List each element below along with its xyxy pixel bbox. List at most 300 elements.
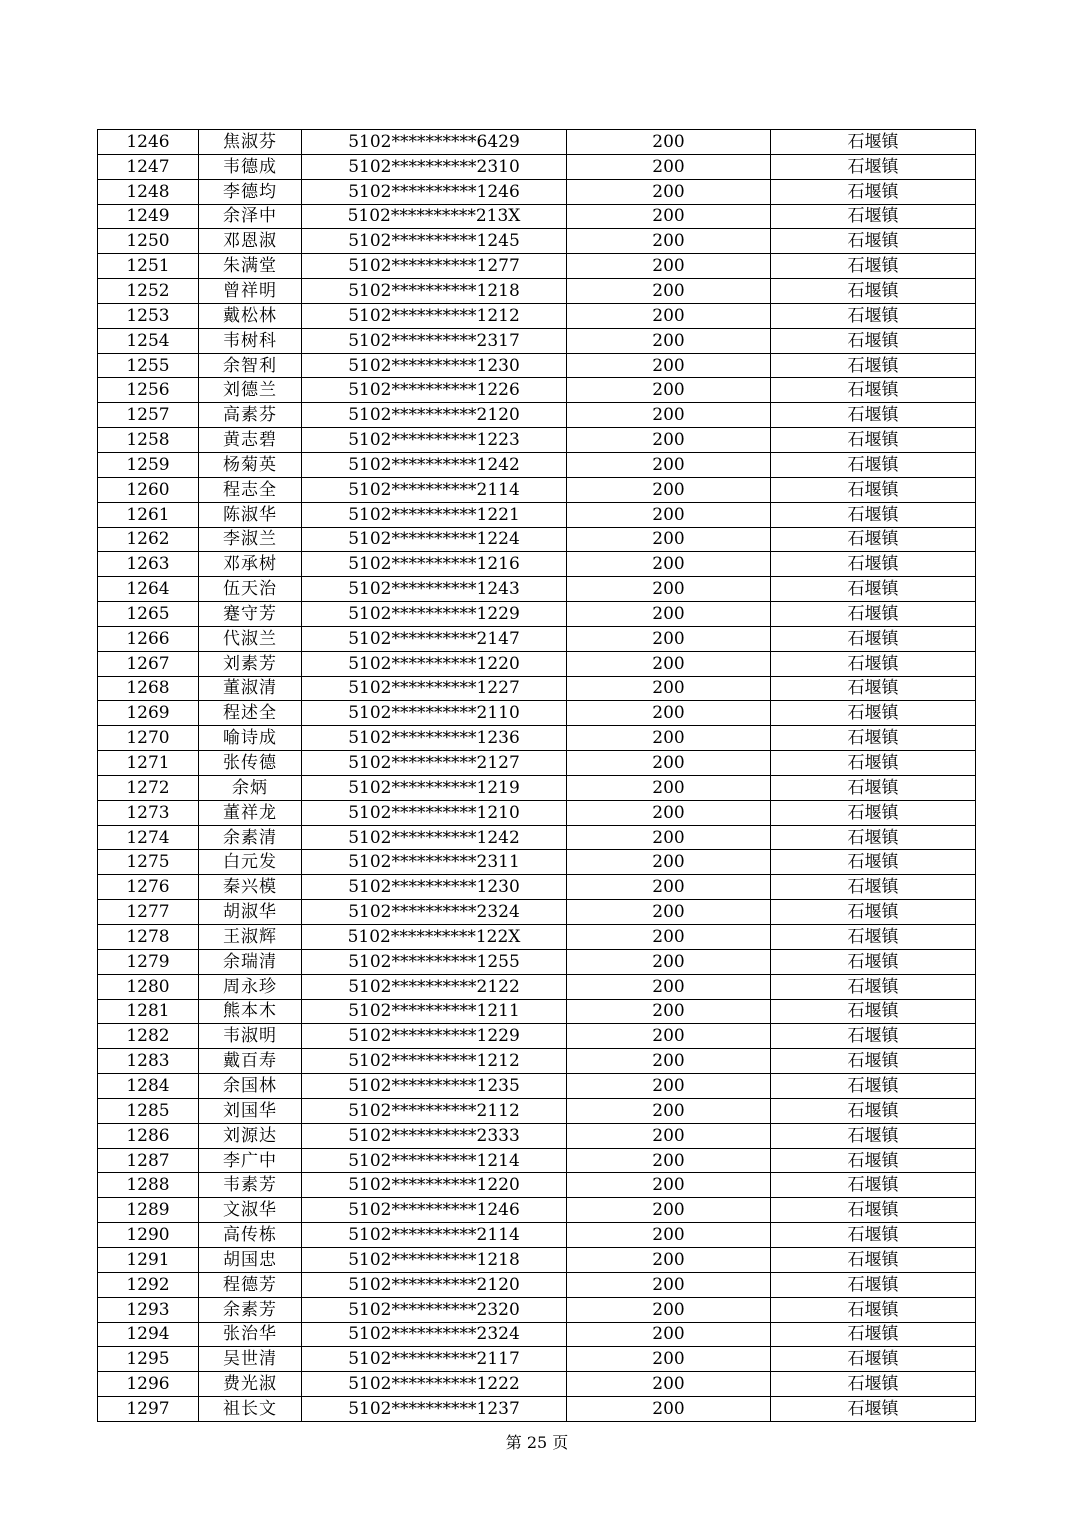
cell-amount: 200	[567, 552, 771, 577]
cell-amount: 200	[567, 1322, 771, 1347]
cell-number: 1272	[98, 775, 199, 800]
cell-id-number: 5102**********1216	[302, 552, 567, 577]
cell-town: 石堰镇	[771, 1297, 976, 1322]
cell-id-number: 5102**********1223	[302, 428, 567, 453]
cell-id-number: 5102**********2120	[302, 1272, 567, 1297]
table-row	[98, 1198, 976, 1223]
table-row	[98, 775, 976, 800]
table-row	[98, 1074, 976, 1099]
cell-town: 石堰镇	[771, 1397, 976, 1422]
cell-amount: 200	[567, 825, 771, 850]
cell-town: 石堰镇	[771, 602, 976, 627]
table-row	[98, 825, 976, 850]
table-row	[98, 1123, 976, 1148]
cell-amount: 200	[567, 651, 771, 676]
cell-number: 1278	[98, 925, 199, 950]
cell-id-number: 5102**********2311	[302, 850, 567, 875]
cell-number: 1254	[98, 328, 199, 353]
table-row	[98, 974, 976, 999]
cell-amount: 200	[567, 130, 771, 155]
cell-id-number: 5102**********1222	[302, 1372, 567, 1397]
table-row	[98, 1247, 976, 1272]
cell-name: 胡淑华	[199, 900, 302, 925]
table-row	[98, 552, 976, 577]
cell-number: 1281	[98, 999, 199, 1024]
cell-town: 石堰镇	[771, 751, 976, 776]
cell-id-number: 5102**********1212	[302, 303, 567, 328]
cell-town: 石堰镇	[771, 552, 976, 577]
cell-number: 1279	[98, 949, 199, 974]
cell-id-number: 5102**********2114	[302, 477, 567, 502]
cell-name: 陈淑华	[199, 502, 302, 527]
cell-number: 1247	[98, 154, 199, 179]
cell-number: 1277	[98, 900, 199, 925]
cell-amount: 200	[567, 378, 771, 403]
cell-town: 石堰镇	[771, 1098, 976, 1123]
cell-name: 程志全	[199, 477, 302, 502]
cell-town: 石堰镇	[771, 179, 976, 204]
cell-number: 1290	[98, 1223, 199, 1248]
cell-town: 石堰镇	[771, 1198, 976, 1223]
cell-town: 石堰镇	[771, 775, 976, 800]
cell-name: 张治华	[199, 1322, 302, 1347]
cell-id-number: 5102**********1218	[302, 1247, 567, 1272]
cell-number: 1269	[98, 701, 199, 726]
cell-name: 王淑辉	[199, 925, 302, 950]
cell-number: 1257	[98, 403, 199, 428]
cell-town: 石堰镇	[771, 900, 976, 925]
cell-amount: 200	[567, 676, 771, 701]
cell-id-number: 5102**********2324	[302, 900, 567, 925]
table-row	[98, 1223, 976, 1248]
cell-id-number: 5102**********1230	[302, 875, 567, 900]
cell-amount: 200	[567, 1198, 771, 1223]
cell-town: 石堰镇	[771, 279, 976, 304]
cell-amount: 200	[567, 502, 771, 527]
cell-id-number: 5102**********2112	[302, 1098, 567, 1123]
cell-id-number: 5102**********2110	[302, 701, 567, 726]
cell-number: 1246	[98, 130, 199, 155]
cell-amount: 200	[567, 974, 771, 999]
cell-id-number: 5102**********122X	[302, 925, 567, 950]
cell-name: 费光淑	[199, 1372, 302, 1397]
cell-id-number: 5102**********1246	[302, 1198, 567, 1223]
cell-name: 黄志碧	[199, 428, 302, 453]
cell-name: 蹇守芳	[199, 602, 302, 627]
cell-number: 1264	[98, 577, 199, 602]
table-row	[98, 602, 976, 627]
cell-town: 石堰镇	[771, 1173, 976, 1198]
cell-number: 1251	[98, 254, 199, 279]
cell-amount: 200	[567, 1397, 771, 1422]
cell-id-number: 5102**********1212	[302, 1049, 567, 1074]
cell-number: 1262	[98, 527, 199, 552]
cell-amount: 200	[567, 949, 771, 974]
table-row	[98, 502, 976, 527]
cell-name: 李德均	[199, 179, 302, 204]
cell-name: 刘国华	[199, 1098, 302, 1123]
cell-amount: 200	[567, 900, 771, 925]
cell-amount: 200	[567, 1049, 771, 1074]
table-row	[98, 229, 976, 254]
cell-id-number: 5102**********1220	[302, 1173, 567, 1198]
cell-id-number: 5102**********1245	[302, 229, 567, 254]
table-row	[98, 651, 976, 676]
cell-id-number: 5102**********2122	[302, 974, 567, 999]
cell-town: 石堰镇	[771, 378, 976, 403]
cell-town: 石堰镇	[771, 1372, 976, 1397]
cell-amount: 200	[567, 1074, 771, 1099]
table-row	[98, 626, 976, 651]
cell-id-number: 5102**********1246	[302, 179, 567, 204]
cell-name: 程述全	[199, 701, 302, 726]
cell-amount: 200	[567, 1297, 771, 1322]
cell-number: 1289	[98, 1198, 199, 1223]
cell-name: 韦素芳	[199, 1173, 302, 1198]
cell-amount: 200	[567, 1098, 771, 1123]
table-row	[98, 353, 976, 378]
cell-number: 1274	[98, 825, 199, 850]
cell-id-number: 5102**********1277	[302, 254, 567, 279]
cell-id-number: 5102**********6429	[302, 130, 567, 155]
table-row	[98, 900, 976, 925]
cell-number: 1286	[98, 1123, 199, 1148]
cell-amount: 200	[567, 254, 771, 279]
cell-amount: 200	[567, 303, 771, 328]
cell-amount: 200	[567, 726, 771, 751]
cell-number: 1282	[98, 1024, 199, 1049]
cell-town: 石堰镇	[771, 328, 976, 353]
cell-number: 1249	[98, 204, 199, 229]
cell-name: 文淑华	[199, 1198, 302, 1223]
cell-id-number: 5102**********1230	[302, 353, 567, 378]
cell-amount: 200	[567, 701, 771, 726]
cell-name: 董淑清	[199, 676, 302, 701]
cell-amount: 200	[567, 1123, 771, 1148]
page-label-prefix: 第	[505, 1433, 522, 1452]
cell-name: 祖长文	[199, 1397, 302, 1422]
cell-number: 1252	[98, 279, 199, 304]
table-row	[98, 428, 976, 453]
cell-id-number: 5102**********2333	[302, 1123, 567, 1148]
page-footer	[0, 1430, 1074, 1453]
cell-number: 1248	[98, 179, 199, 204]
cell-amount: 200	[567, 800, 771, 825]
cell-amount: 200	[567, 1223, 771, 1248]
cell-name: 胡国忠	[199, 1247, 302, 1272]
cell-name: 李淑兰	[199, 527, 302, 552]
cell-number: 1285	[98, 1098, 199, 1123]
table-row	[98, 154, 976, 179]
cell-town: 石堰镇	[771, 577, 976, 602]
cell-number: 1265	[98, 602, 199, 627]
table-row	[98, 949, 976, 974]
cell-id-number: 5102**********1214	[302, 1148, 567, 1173]
page-label-suffix: 页	[552, 1433, 569, 1452]
cell-id-number: 5102**********1237	[302, 1397, 567, 1422]
table-row	[98, 130, 976, 155]
cell-name: 戴松林	[199, 303, 302, 328]
cell-town: 石堰镇	[771, 949, 976, 974]
cell-name: 韦淑明	[199, 1024, 302, 1049]
table-row	[98, 204, 976, 229]
cell-number: 1283	[98, 1049, 199, 1074]
table-row	[98, 875, 976, 900]
cell-town: 石堰镇	[771, 303, 976, 328]
cell-id-number: 5102**********1226	[302, 378, 567, 403]
cell-name: 伍天治	[199, 577, 302, 602]
cell-town: 石堰镇	[771, 1347, 976, 1372]
cell-amount: 200	[567, 179, 771, 204]
table-row	[98, 1272, 976, 1297]
cell-amount: 200	[567, 602, 771, 627]
cell-amount: 200	[567, 1024, 771, 1049]
cell-amount: 200	[567, 1247, 771, 1272]
cell-number: 1266	[98, 626, 199, 651]
cell-town: 石堰镇	[771, 726, 976, 751]
cell-id-number: 5102**********1227	[302, 676, 567, 701]
table-row	[98, 1372, 976, 1397]
cell-amount: 200	[567, 428, 771, 453]
cell-town: 石堰镇	[771, 1247, 976, 1272]
cell-name: 高传栋	[199, 1223, 302, 1248]
cell-town: 石堰镇	[771, 1223, 976, 1248]
cell-amount: 200	[567, 775, 771, 800]
cell-id-number: 5102**********2114	[302, 1223, 567, 1248]
table-row	[98, 1024, 976, 1049]
cell-id-number: 5102**********2127	[302, 751, 567, 776]
cell-id-number: 5102**********2117	[302, 1347, 567, 1372]
cell-name: 余素芳	[199, 1297, 302, 1322]
cell-number: 1267	[98, 651, 199, 676]
cell-id-number: 5102**********2120	[302, 403, 567, 428]
cell-town: 石堰镇	[771, 254, 976, 279]
table-row	[98, 378, 976, 403]
cell-id-number: 5102**********1229	[302, 602, 567, 627]
cell-town: 石堰镇	[771, 1123, 976, 1148]
cell-name: 朱满堂	[199, 254, 302, 279]
table-row	[98, 527, 976, 552]
table-row	[98, 303, 976, 328]
cell-number: 1263	[98, 552, 199, 577]
cell-number: 1291	[98, 1247, 199, 1272]
cell-id-number: 5102**********1219	[302, 775, 567, 800]
cell-amount: 200	[567, 527, 771, 552]
cell-amount: 200	[567, 1272, 771, 1297]
cell-name: 白元发	[199, 850, 302, 875]
cell-amount: 200	[567, 403, 771, 428]
table-row	[98, 1322, 976, 1347]
table-row	[98, 1049, 976, 1074]
cell-amount: 200	[567, 626, 771, 651]
cell-town: 石堰镇	[771, 825, 976, 850]
cell-name: 邓恩淑	[199, 229, 302, 254]
cell-town: 石堰镇	[771, 527, 976, 552]
cell-id-number: 5102**********2324	[302, 1322, 567, 1347]
cell-number: 1256	[98, 378, 199, 403]
cell-amount: 200	[567, 999, 771, 1024]
cell-name: 喻诗成	[199, 726, 302, 751]
cell-name: 余素清	[199, 825, 302, 850]
cell-number: 1271	[98, 751, 199, 776]
cell-number: 1288	[98, 1173, 199, 1198]
cell-town: 石堰镇	[771, 130, 976, 155]
cell-town: 石堰镇	[771, 452, 976, 477]
cell-name: 邓承树	[199, 552, 302, 577]
cell-amount: 200	[567, 1372, 771, 1397]
table-row	[98, 279, 976, 304]
cell-name: 戴百寿	[199, 1049, 302, 1074]
cell-name: 秦兴模	[199, 875, 302, 900]
cell-number: 1261	[98, 502, 199, 527]
data-table	[97, 129, 976, 1422]
cell-id-number: 5102**********1243	[302, 577, 567, 602]
cell-town: 石堰镇	[771, 676, 976, 701]
cell-town: 石堰镇	[771, 974, 976, 999]
cell-town: 石堰镇	[771, 403, 976, 428]
table-row	[98, 676, 976, 701]
cell-number: 1268	[98, 676, 199, 701]
cell-id-number: 5102**********1211	[302, 999, 567, 1024]
cell-amount: 200	[567, 279, 771, 304]
cell-amount: 200	[567, 477, 771, 502]
cell-id-number: 5102**********1236	[302, 726, 567, 751]
cell-amount: 200	[567, 1173, 771, 1198]
cell-id-number: 5102**********2147	[302, 626, 567, 651]
cell-number: 1259	[98, 452, 199, 477]
cell-id-number: 5102**********1255	[302, 949, 567, 974]
cell-number: 1270	[98, 726, 199, 751]
cell-amount: 200	[567, 229, 771, 254]
cell-amount: 200	[567, 353, 771, 378]
table-row	[98, 726, 976, 751]
table-row	[98, 477, 976, 502]
cell-number: 1296	[98, 1372, 199, 1397]
cell-id-number: 5102**********2320	[302, 1297, 567, 1322]
cell-name: 李广中	[199, 1148, 302, 1173]
cell-number: 1293	[98, 1297, 199, 1322]
cell-amount: 200	[567, 452, 771, 477]
table-row	[98, 452, 976, 477]
cell-number: 1284	[98, 1074, 199, 1099]
cell-town: 石堰镇	[771, 477, 976, 502]
cell-town: 石堰镇	[771, 875, 976, 900]
cell-number: 1273	[98, 800, 199, 825]
table-row	[98, 254, 976, 279]
cell-name: 董祥龙	[199, 800, 302, 825]
cell-name: 刘源达	[199, 1123, 302, 1148]
cell-number: 1292	[98, 1272, 199, 1297]
cell-town: 石堰镇	[771, 1049, 976, 1074]
cell-name: 刘德兰	[199, 378, 302, 403]
cell-name: 韦树科	[199, 328, 302, 353]
cell-name: 张传德	[199, 751, 302, 776]
cell-id-number: 5102**********213X	[302, 204, 567, 229]
cell-town: 石堰镇	[771, 1074, 976, 1099]
cell-id-number: 5102**********1242	[302, 825, 567, 850]
cell-number: 1260	[98, 477, 199, 502]
cell-number: 1258	[98, 428, 199, 453]
cell-name: 程德芳	[199, 1272, 302, 1297]
cell-number: 1255	[98, 353, 199, 378]
cell-name: 韦德成	[199, 154, 302, 179]
table-row	[98, 751, 976, 776]
cell-town: 石堰镇	[771, 1272, 976, 1297]
cell-town: 石堰镇	[771, 1024, 976, 1049]
cell-number: 1275	[98, 850, 199, 875]
cell-amount: 200	[567, 204, 771, 229]
cell-town: 石堰镇	[771, 925, 976, 950]
cell-id-number: 5102**********1221	[302, 502, 567, 527]
table-row	[98, 800, 976, 825]
cell-name: 余瑞清	[199, 949, 302, 974]
cell-town: 石堰镇	[771, 1148, 976, 1173]
table-row	[98, 1173, 976, 1198]
cell-name: 刘素芳	[199, 651, 302, 676]
cell-town: 石堰镇	[771, 850, 976, 875]
cell-town: 石堰镇	[771, 428, 976, 453]
table-row	[98, 1297, 976, 1322]
cell-amount: 200	[567, 328, 771, 353]
cell-name: 代淑兰	[199, 626, 302, 651]
cell-amount: 200	[567, 154, 771, 179]
table-row	[98, 1347, 976, 1372]
cell-name: 余智利	[199, 353, 302, 378]
cell-id-number: 5102**********1218	[302, 279, 567, 304]
cell-amount: 200	[567, 577, 771, 602]
table-row	[98, 577, 976, 602]
cell-id-number: 5102**********1224	[302, 527, 567, 552]
cell-town: 石堰镇	[771, 502, 976, 527]
cell-id-number: 5102**********1242	[302, 452, 567, 477]
table-row	[98, 403, 976, 428]
cell-amount: 200	[567, 751, 771, 776]
page-number: 25	[526, 1433, 548, 1452]
cell-town: 石堰镇	[771, 154, 976, 179]
cell-name: 余炳	[199, 775, 302, 800]
cell-number: 1250	[98, 229, 199, 254]
cell-id-number: 5102**********2317	[302, 328, 567, 353]
cell-town: 石堰镇	[771, 651, 976, 676]
cell-town: 石堰镇	[771, 229, 976, 254]
cell-id-number: 5102**********1229	[302, 1024, 567, 1049]
cell-number: 1287	[98, 1148, 199, 1173]
cell-amount: 200	[567, 850, 771, 875]
cell-id-number: 5102**********1235	[302, 1074, 567, 1099]
cell-town: 石堰镇	[771, 1322, 976, 1347]
cell-number: 1253	[98, 303, 199, 328]
cell-number: 1276	[98, 875, 199, 900]
cell-name: 焦淑芬	[199, 130, 302, 155]
cell-town: 石堰镇	[771, 800, 976, 825]
cell-town: 石堰镇	[771, 626, 976, 651]
cell-amount: 200	[567, 875, 771, 900]
cell-id-number: 5102**********1210	[302, 800, 567, 825]
cell-name: 余泽中	[199, 204, 302, 229]
cell-amount: 200	[567, 925, 771, 950]
cell-amount: 200	[567, 1148, 771, 1173]
table-row	[98, 850, 976, 875]
table-row	[98, 701, 976, 726]
cell-number: 1297	[98, 1397, 199, 1422]
table-row	[98, 999, 976, 1024]
cell-town: 石堰镇	[771, 353, 976, 378]
cell-town: 石堰镇	[771, 999, 976, 1024]
table-row	[98, 328, 976, 353]
cell-number: 1295	[98, 1347, 199, 1372]
cell-name: 杨菊英	[199, 452, 302, 477]
cell-name: 高素芬	[199, 403, 302, 428]
